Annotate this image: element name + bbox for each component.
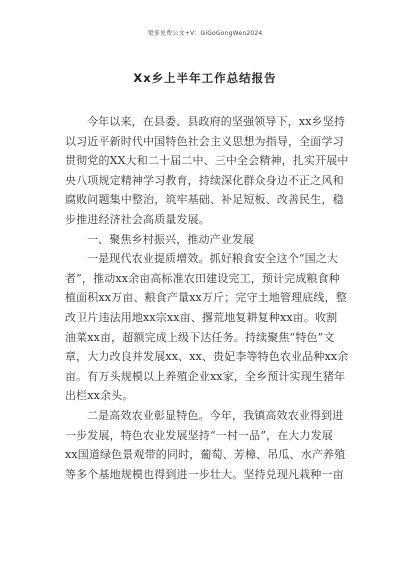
body-line: 今年以来，在县委、县政府的坚强领导下，xx乡坚持 [87, 115, 346, 128]
body-line: 腐败问题集中整治，筑牢基础、补足短板、改善民生，稳 [65, 193, 344, 207]
body-line: 等多个基地规模也得到进一步壮大。坚持兑现凡栽种一亩 [65, 467, 344, 481]
header-watermark-note: 更多免费公文+V：GiGoGongWen2024 [147, 30, 263, 37]
body-line: 贯彻党的XX大和二十届二中、三中全会精神，扎实开展中 [65, 154, 349, 168]
body-line: 一是现代农业提质增效。抓好粮食安全这个“国之大 [87, 252, 339, 266]
document-title: Xx乡上半年工作总结报告 [133, 71, 277, 85]
body-line: 一步发展，特色农业发展坚持“一村一品”，在大力发展 [65, 428, 333, 442]
section-heading: 一、聚焦乡村振兴，推动产业发展 [87, 232, 255, 246]
body-line: 出栏xx余头。 [65, 389, 134, 403]
body-line: xx国道绿色景观带的同时，葡萄、芳樟、吊瓜、水产养殖 [65, 448, 346, 462]
body-line: 章，大力改良并发展xx、xx、贵妃李等特色农业品种xx余 [65, 350, 349, 364]
body-line: 者”，推动xx余亩高标准农田建设完工，预计完成粮食种 [65, 271, 340, 285]
body-line: 改卫片违法用地xx宗xx亩、撂荒地复耕复种xx亩。收割 [65, 310, 338, 324]
body-line: 步推进经济社会高质量发展。 [65, 212, 210, 226]
body-line: 植面积xx万亩、粮食产量xx万斤；完守土地管理底线，整 [65, 291, 347, 305]
body-line: 油菜xx亩，超额完成上级下达任务。持续聚焦“特色”文 [65, 330, 335, 344]
body-line: 央八项规定精神学习教育，持续深化群众身边不正之风和 [65, 173, 344, 187]
body-line: 二是高效农业彰显特色。今年，我镇高效农业得到进 [87, 408, 344, 422]
body-line: 亩。有万头规模以上养殖企业xx家，全乡预计实现生猪年 [65, 369, 346, 383]
document-body [65, 112, 349, 484]
body-line: 以习近平新时代中国特色社会主义思想为指导，全面学习 [65, 134, 344, 148]
